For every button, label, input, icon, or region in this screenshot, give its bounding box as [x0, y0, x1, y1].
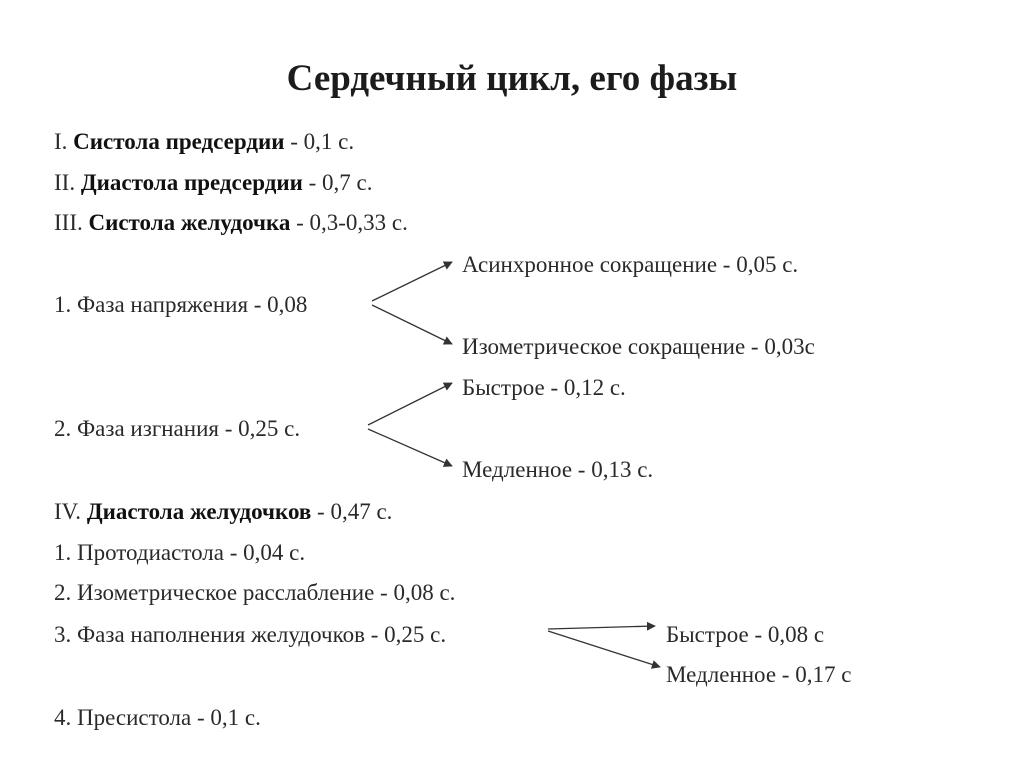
phase-heading: Систола предсердии [73, 129, 285, 154]
phase-duration: - 0,47 с. [317, 499, 393, 524]
ejection-phase-line: 2. Фаза изгнания - 0,25 с. [54, 416, 301, 441]
protodiastole-line: 1. Протодиастола - 0,04 с. [54, 540, 306, 565]
roman-numeral: IV. [54, 499, 82, 524]
slow-ejection-line: Медленное - 0,13 с. [462, 457, 654, 482]
page-title: Сердечный цикл, его фазы [286, 58, 738, 99]
isometric-contraction-line: Изометрическое сокращение - 0,03с [462, 334, 815, 359]
roman-numeral: I. [54, 129, 68, 154]
roman-numeral: III. [54, 210, 83, 235]
phase-heading: Диастола желудочков [86, 499, 312, 524]
filling-phase-line: 3. Фаза наполнения желудочков - 0,25 с. [54, 622, 447, 647]
systole-ventricle-line [54, 211, 408, 234]
phase-duration: - 0,1 с. [290, 129, 355, 154]
asynchronous-contraction-line: Асинхронное сокращение - 0,05 с. [462, 252, 799, 277]
isometric-relaxation-line: 2. Изометрическое расслабление - 0,08 с. [54, 580, 456, 605]
fast-filling-line: Быстрое - 0,08 с [666, 622, 825, 647]
phase-duration: - 0,3-0,33 с. [296, 210, 408, 235]
arrow-filling-to-slow [548, 631, 660, 667]
diastole-atria-line [54, 171, 373, 194]
fast-ejection-line: Быстрое - 0,12 с. [462, 375, 626, 400]
diastole-ventricles-line [54, 500, 392, 523]
tension-phase-line: 1. Фаза напряжения - 0,08 [54, 292, 308, 317]
presystole-line: 4. Пресистола - 0,1 с. [54, 705, 261, 730]
phase-heading: Систола желудочка [88, 210, 291, 235]
arrow-filling-to-fast [548, 626, 655, 629]
roman-numeral: II. [54, 170, 76, 195]
slow-filling-line: Медленное - 0,17 с [666, 662, 852, 687]
phase-duration: - 0,7 с. [308, 170, 373, 195]
arrow-ejection-to-fast [368, 383, 452, 425]
arrow-tension-to-asynchronous [372, 262, 452, 301]
arrow-tension-to-isometric [372, 305, 452, 344]
systole-atria-line [54, 130, 354, 153]
phase-heading: Диастола предсердии [80, 170, 303, 195]
arrow-ejection-to-slow [368, 429, 452, 466]
